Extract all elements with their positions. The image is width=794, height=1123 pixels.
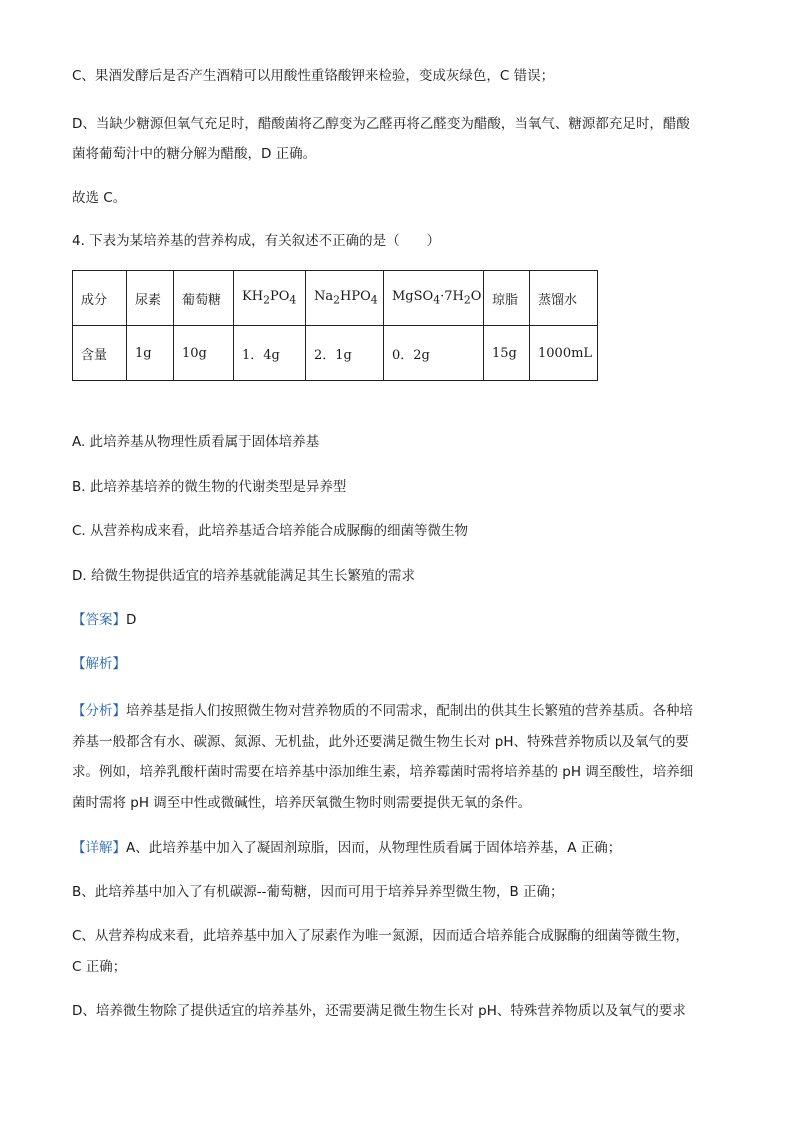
answer-value: D	[126, 612, 137, 628]
table-cell: 成分	[73, 271, 127, 326]
line-choose: 故选 C。	[72, 190, 127, 206]
nutrient-table	[72, 270, 598, 381]
answer-tag: 【答案】	[72, 612, 126, 628]
option-b: B. 此培养基培养的微生物的代谢类型是异养型	[72, 479, 347, 495]
answer-line	[72, 610, 136, 630]
table-cell: 1．4g	[234, 326, 306, 381]
xiangjie-line-d: D、培养微生物除了提供适宜的培养基外，还需要满足微生物生长对 pH、特殊营养物质以及氧气的要求	[72, 1003, 686, 1019]
fenxi-text: 培养基是指人们按照微生物对营养物质的不同需求，配制出的供其生长繁殖的营养基质。各种培	[126, 703, 693, 719]
table-cell: 1g	[127, 326, 174, 381]
table-cell: 蒸馏水	[530, 271, 598, 326]
table-row	[73, 271, 598, 326]
xiangjie-a-text: A、此培养基中加入了凝固剂琼脂，因而，从物理性质看属于固体培养基，A 正确；	[126, 840, 622, 856]
table-cell: 含量	[73, 326, 127, 381]
table-cell: $Na_2HPO_4$	[306, 271, 384, 326]
table-cell: 0．2g	[384, 326, 484, 381]
option-d: D. 给微生物提供适宜的培养基就能满足其生长繁殖的需求	[72, 568, 415, 584]
xiangjie-tag: 【详解】	[72, 840, 126, 856]
xiangjie-line-c1: C、从营养构成来看，此培养基中加入了尿素作为唯一氮源，因而适合培养能合成脲酶的细菌等微生物，	[72, 928, 689, 944]
option-c: C. 从营养构成来看，此培养基适合培养能合成脲酶的细菌等微生物	[72, 523, 469, 539]
table-cell: 2．1g	[306, 326, 384, 381]
table-cell: 15g	[484, 326, 530, 381]
line-d-prev-2: 菌将葡萄汁中的糖分解为醋酸，D 正确。	[72, 146, 317, 162]
table-cell: 10g	[174, 326, 234, 381]
option-a: A. 此培养基从物理性质看属于固体培养基	[72, 434, 320, 450]
table-cell: 1000mL	[530, 326, 598, 381]
table-cell: 琼脂	[484, 271, 530, 326]
table-cell: $MgSO_4\cdot 7H_2O$	[384, 271, 484, 326]
xiangjie-line-c2: C 正确；	[72, 959, 127, 975]
fenxi-line-1	[72, 701, 693, 721]
xiangjie-line-a	[72, 838, 621, 858]
line-c-prev: C、果酒发酵后是否产生酒精可以用酸性重铬酸钾来检验，变成灰绿色，C 错误；	[72, 68, 555, 84]
table-cell: $KH_2PO_4$	[234, 271, 306, 326]
question-4: 4. 下表为某培养基的营养构成，有关叙述不正确的是（ ）	[72, 233, 441, 249]
fenxi-line-3: 求。例如，培养乳酸杆菌时需要在培养基中添加维生素，培养霉菌时需将培养基的 pH 调至酸性，培养细	[72, 764, 694, 780]
table-row	[73, 326, 598, 381]
table-cell: 尿素	[127, 271, 174, 326]
xiangjie-line-b: B、此培养基中加入了有机碳源--葡萄糖，因而可用于培养异养型微生物，B 正确；	[72, 884, 564, 900]
table-cell: 葡萄糖	[174, 271, 234, 326]
line-d-prev-1: D、当缺少糖源但氧气充足时，醋酸菌将乙醇变为乙醛再将乙醛变为醋酸，当氧气、糖源都充足时，醋酸	[72, 116, 690, 132]
fenxi-line-4: 菌时需将 pH 调至中性或微碱性，培养厌氧微生物时则需要提供无氧的条件。	[72, 795, 532, 811]
fenxi-tag: 【分析】	[72, 703, 126, 719]
fenxi-line-2: 养基一般都含有水、碳源、氮源、无机盐，此外还要满足微生物生长对 pH、特殊营养物质以及氧气的要	[72, 734, 690, 750]
analysis-tag: 【解析】	[72, 656, 126, 672]
